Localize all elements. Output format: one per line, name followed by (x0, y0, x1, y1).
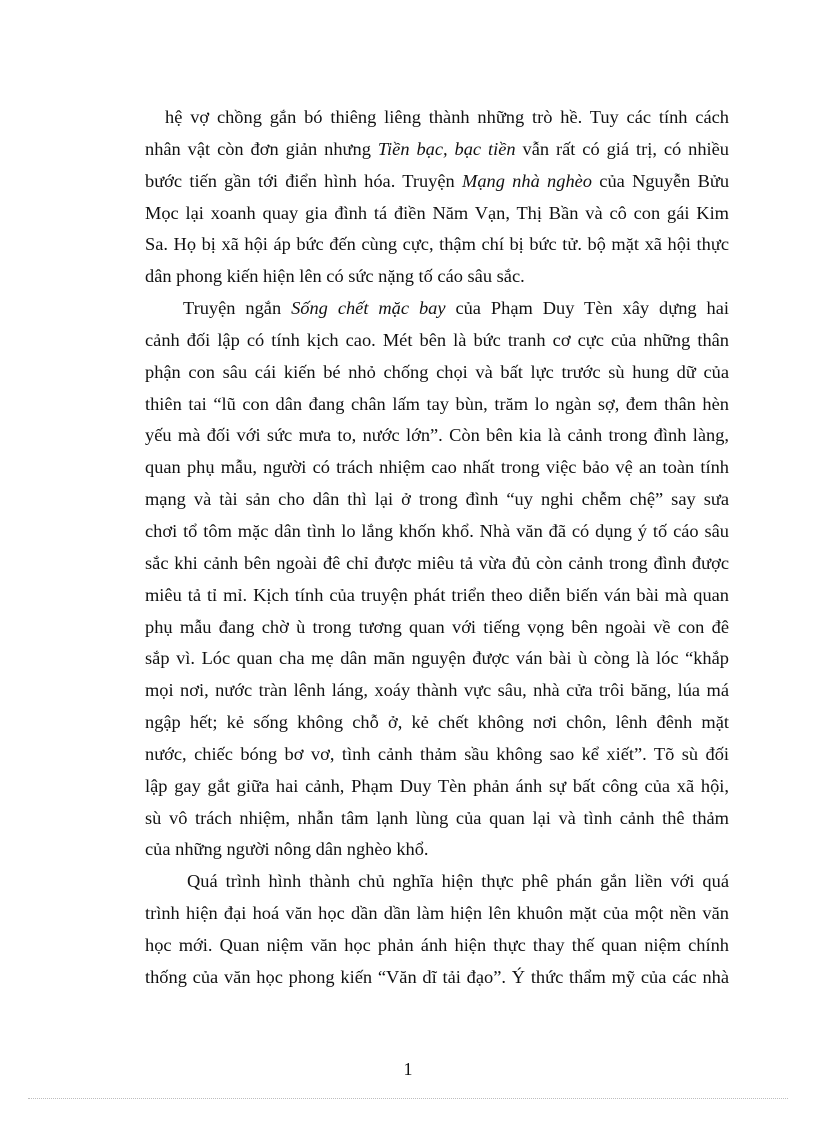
italic-title: Sống chết mặc bay (291, 298, 446, 319)
text-line: thống của văn học phong kiến “Văn dĩ tải đạo”. Ý thức thẩm mỹ của các nhà (145, 966, 729, 987)
text-line: bước tiến gần tới điển hình hóa. Truyện Mạng nhà nghèo của Nguyễn Bửu (145, 170, 730, 191)
text-line: lập gay gắt giữa hai cảnh, Phạm Duy Tèn phản ánh sự bất công của xã hội, (145, 775, 729, 796)
text-line: nhân vật còn đơn giản nhưng Tiền bạc, bạc tiền vẫn rất có giá trị, có nhiều (145, 138, 729, 159)
text-line: Sa. Họ bị xã hội áp bức đến cùng cực, thậm chí bị bức tử. bộ mặt xã hội thực (145, 234, 729, 255)
text-line: mọi nơi, nước tràn lênh láng, xoáy thành vực sâu, nhà cửa trôi băng, lúa má (145, 680, 729, 701)
text-line: hệ vợ chồng gắn bó thiêng liêng thành những trò hề. Tuy các tính cách (165, 107, 729, 127)
italic-title: Mạng nhà nghèo (462, 170, 592, 191)
text-line: sắc khi cảnh bên ngoài đê chỉ được miêu tả vừa đủ còn cảnh trong đình được (145, 552, 729, 573)
text-line: Mọc lại xoanh quay gia đình tá điền Năm Vạn, Thị Bần và cô con gái Kim (145, 202, 729, 223)
text-line: thiên tai “lũ con dân đang chân lấm tay bùn, trăm lo ngàn sợ, đem thân hèn (145, 393, 729, 414)
text-line: quan phụ mẫu, người có trách nhiệm cao nhất trong việc bảo vệ an toàn tính (145, 457, 729, 478)
italic-title: Tiền bạc, bạc tiền (377, 138, 516, 159)
text-line: sù vô trách nhiệm, nhẫn tâm lạnh lùng của quan lại và tình cảnh thê thảm (145, 807, 729, 828)
text-line: sắp vì. Lóc quan cha mẹ dân mãn nguyện được ván bài ù còng là lóc “khắp (145, 648, 729, 669)
text-line: nước, chiếc bóng bơ vơ, tình cảnh thảm sầu không sao kể xiết”. Tõ sù đối (145, 743, 729, 764)
text-line: của những người nông dân nghèo khổ. (145, 839, 429, 860)
text-line: học mới. Quan niệm văn học phản ánh hiện thực thay thế quan niệm chính (145, 934, 729, 955)
text-line: trình hiện đại hoá văn học dần dần làm hiện lên khuôn mặt của một nền văn (145, 903, 729, 924)
text-line: dân phong kiến hiện lên có sức nặng tố cáo sâu sắc. (145, 266, 525, 287)
page-number: 1 (403, 1059, 413, 1079)
footer-divider (28, 1098, 788, 1099)
text-line: chơi tổ tôm mặc dân tình lo lắng khốn khổ. Nhà văn đã có dụng ý tố cáo sâu (145, 520, 729, 541)
text-line: cảnh đối lập có tính kịch cao. Mét bên là bức tranh cơ cực của những thân (145, 329, 729, 350)
text-line: ngập hết; kẻ sống không chỗ ở, kẻ chết không nơi chôn, lênh đênh mặt (145, 712, 729, 733)
body-text (145, 102, 729, 994)
text-line: mạng và tài sản cho dân thì lại ở trong đình “uy nghi chễm chệ” say sưa (145, 489, 729, 510)
text-line: miêu tả tỉ mỉ. Kịch tính của truyện phát triển theo diễn biến ván bài mà quan (145, 584, 729, 605)
text-line: yếu mà đối với sức mưa to, nước lớn”. Còn bên kia là cảnh trong đình làng, (145, 425, 729, 446)
text-line: Quá trình hình thành chủ nghĩa hiện thực phê phán gắn liền với quá (187, 871, 729, 892)
text-line: phận con sâu cái kiến bé nhỏ chống chọi và bất lực trước sù hung dữ của (145, 361, 729, 382)
text-line: Truyện ngắn Sống chết mặc bay của Phạm Duy Tèn xây dựng hai (183, 298, 729, 319)
text-line: phụ mẫu đang chờ ù trong tương quan với tiếng vọng bên ngoài về con đê (145, 616, 729, 637)
